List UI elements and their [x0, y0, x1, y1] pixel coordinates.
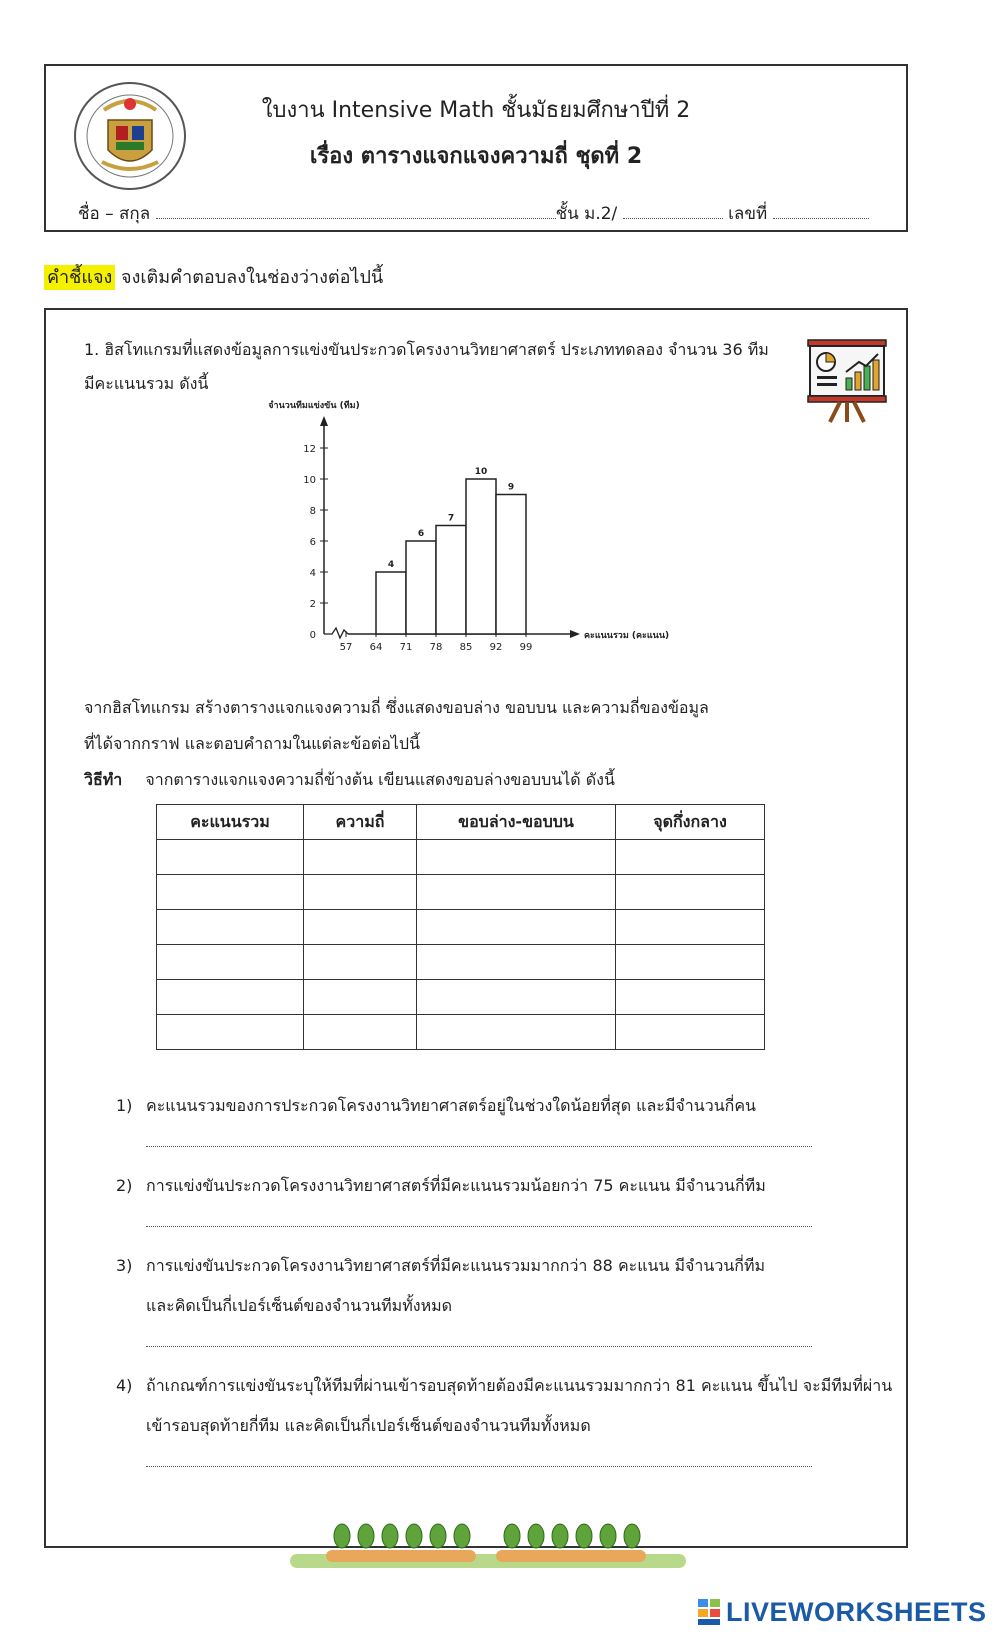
y-tick-label: 6 [309, 537, 316, 548]
question-4 [116, 1374, 892, 1399]
header-midpoint: จุดกึ่งกลาง [616, 805, 765, 840]
answer-cell[interactable] [417, 945, 616, 980]
table-row [157, 840, 765, 875]
answer-cell[interactable] [304, 840, 417, 875]
method-text: จากตารางแจกแจงความถี่ข้างต้น เขียนแสดงขอบล่างขอบบนได้ ดังนี้ [145, 770, 615, 789]
answer-cell[interactable] [304, 910, 417, 945]
x-tick-label: 99 [519, 642, 533, 653]
answer-cell[interactable] [417, 1015, 616, 1050]
answer-cell[interactable] [616, 945, 765, 980]
answer-cell[interactable] [304, 945, 417, 980]
bar-value-label: 10 [474, 467, 488, 477]
answer-cell[interactable] [616, 875, 765, 910]
question-text: ถ้าเกณฑ์การแข่งขันระบุให้ทีมที่ผ่านเข้ารอบสุดท้ายต้องมีคะแนนรวมมากกว่า 81 คะแนน ขึ้นไป จะมีทีมที่ผ่าน [146, 1376, 893, 1395]
answer-cell[interactable] [304, 1015, 417, 1050]
x-tick-label: 85 [459, 642, 473, 653]
x-tick-label: 78 [429, 642, 443, 653]
y-tick-label: 12 [303, 444, 316, 455]
question-4-line2: เข้ารอบสุดท้ายกี่ทีม และคิดเป็นกี่เปอร์เซ็นต์ของจำนวนทีมทั้งหมด [146, 1416, 591, 1435]
answer-cell[interactable] [616, 840, 765, 875]
x-tick-label: 64 [369, 642, 383, 653]
table-row [157, 945, 765, 980]
class-label: ชั้น ม.2/ [555, 204, 618, 224]
answer-cell[interactable] [616, 910, 765, 945]
histogram-bar [406, 541, 436, 634]
question-2 [116, 1174, 766, 1199]
presentation-chart-icon [804, 338, 890, 424]
liveworksheets-logo [698, 1594, 987, 1630]
histogram-bar [496, 495, 526, 635]
bar-value-label: 6 [417, 529, 425, 539]
liveworksheets-icon [698, 1599, 722, 1625]
answer-line-4[interactable] [146, 1466, 812, 1467]
x-tick-label: 92 [489, 642, 503, 653]
answer-cell[interactable] [616, 980, 765, 1015]
header-total-score: คะแนนรวม [157, 805, 304, 840]
vegetable-garden-decoration-icon [290, 1520, 686, 1572]
y-tick-label: 0 [309, 630, 316, 641]
method-line [84, 768, 615, 793]
histogram-bar [376, 572, 406, 634]
question-3-line2: และคิดเป็นกี่เปอร์เซ็นต์ของจำนวนทีมทั้งหมด [146, 1296, 453, 1315]
answer-cell[interactable] [157, 910, 304, 945]
question-1 [116, 1094, 756, 1119]
answer-cell[interactable] [157, 980, 304, 1015]
problem-intro-line2: มีคะแนนรวม ดังนี้ [84, 374, 209, 393]
histogram-bar [466, 479, 496, 634]
answer-cell[interactable] [157, 875, 304, 910]
worksheet-subtitle: เรื่อง ตารางแจกแจงความถี่ ชุดที่ 2 [309, 144, 643, 169]
answer-cell[interactable] [304, 875, 417, 910]
frequency-table [156, 804, 765, 1050]
bar-value-label: 9 [507, 482, 515, 493]
brand-name: LIVEWORKSHEETS [726, 1596, 987, 1627]
answer-line-3[interactable] [146, 1346, 812, 1347]
y-tick-label: 8 [309, 506, 316, 517]
header-box [44, 64, 908, 232]
question-text: การแข่งขันประกวดโครงงานวิทยาศาสตร์ที่มีคะแนนรวมน้อยกว่า 75 คะแนน มีจำนวนกี่ทีม [146, 1176, 766, 1195]
number-label: เลขที่ [728, 204, 768, 224]
question-number: 1) [116, 1096, 133, 1115]
x-axis-arrow [570, 630, 580, 638]
answer-cell[interactable] [417, 910, 616, 945]
table-row [157, 1015, 765, 1050]
name-label: ชื่อ – สกุล [78, 204, 151, 224]
table-row [157, 910, 765, 945]
header-frequency: ความถี่ [304, 805, 417, 840]
problem-after-line1: จากฮิสโทแกรม สร้างตารางแจกแจงความถี่ ซึ่งแสดงขอบล่าง ขอบบน และความถี่ของข้อมูล [84, 698, 709, 717]
question-number: 3) [116, 1256, 133, 1275]
instruction-label: คำชี้แจง [44, 265, 115, 290]
y-tick-label: 10 [303, 475, 316, 486]
method-label: วิธีทำ [84, 770, 123, 789]
table-header-row [157, 805, 765, 840]
x-tick-label: 71 [399, 642, 413, 653]
problem-intro-line1: 1. ฮิสโทแกรมที่แสดงข้อมูลการแข่งขันประกวดโครงงานวิทยาศาสตร์ ประเภททดลอง จำนวน 36 ทีม [84, 340, 769, 359]
y-axis-arrow [320, 416, 328, 426]
instruction-text: จงเติมคำตอบลงในช่องว่างต่อไปนี้ [121, 267, 384, 288]
instruction [44, 262, 383, 291]
x-axis-label: คะแนนรวม (คะแนน) [584, 631, 670, 641]
histogram-chart [266, 396, 726, 676]
answer-cell[interactable] [157, 945, 304, 980]
number-field[interactable] [773, 218, 869, 219]
x-axis-break [324, 628, 348, 638]
answer-cell[interactable] [616, 1015, 765, 1050]
answer-cell[interactable] [417, 980, 616, 1015]
question-text: การแข่งขันประกวดโครงงานวิทยาศาสตร์ที่มีคะแนนรวมมากกว่า 88 คะแนน มีจำนวนกี่ทีม [146, 1256, 766, 1275]
name-field[interactable] [156, 218, 556, 219]
y-axis-label: จำนวนทีมแข่งขัน (ทีม) [268, 401, 360, 411]
histogram-bar [436, 526, 466, 635]
table-row [157, 875, 765, 910]
answer-cell[interactable] [157, 1015, 304, 1050]
bar-value-label: 4 [387, 560, 395, 570]
table-row [157, 980, 765, 1015]
problem-after-line2: ที่ได้จากกราฟ และตอบคำถามในแต่ละข้อต่อไปนี้ [84, 734, 421, 753]
x-tick-label: 57 [339, 642, 353, 653]
answer-cell[interactable] [417, 840, 616, 875]
question-number: 2) [116, 1176, 133, 1195]
question-text: คะแนนรวมของการประกวดโครงงานวิทยาศาสตร์อยู่ในช่วงใดน้อยที่สุด และมีจำนวนกี่คน [146, 1096, 756, 1115]
answer-cell[interactable] [157, 840, 304, 875]
header-boundaries: ขอบล่าง-ขอบบน [417, 805, 616, 840]
y-tick-label: 2 [309, 599, 316, 610]
answer-line-2[interactable] [146, 1226, 812, 1227]
student-info-line [78, 200, 869, 227]
question-number: 4) [116, 1376, 133, 1395]
y-tick-label: 4 [309, 568, 316, 579]
answer-cell[interactable] [304, 980, 417, 1015]
answer-cell[interactable] [417, 875, 616, 910]
answer-line-1[interactable] [146, 1146, 812, 1147]
worksheet-title: ใบงาน Intensive Math ชั้นมัธยมศึกษาปีที่ 2 [261, 98, 691, 123]
question-3 [116, 1254, 765, 1279]
class-field[interactable] [623, 218, 723, 219]
bar-value-label: 7 [447, 513, 455, 524]
